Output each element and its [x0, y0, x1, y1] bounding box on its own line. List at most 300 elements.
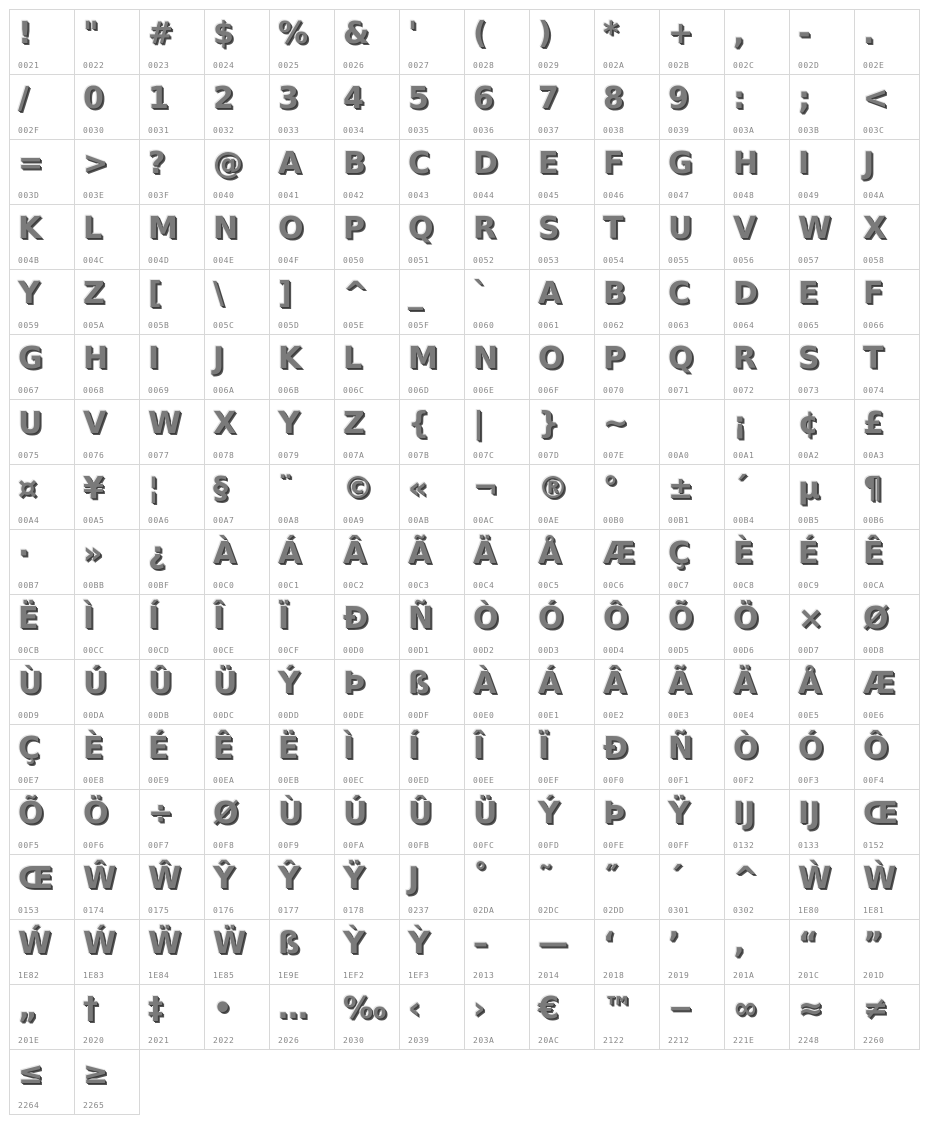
codepoint-label: 2260	[863, 1036, 885, 1045]
codepoint-label: 2019	[668, 971, 690, 980]
codepoint-label: 0029	[538, 61, 560, 70]
glyph-cell	[74, 724, 140, 790]
glyph-sample: K	[18, 211, 42, 246]
glyph-cell	[399, 789, 465, 855]
glyph-cell	[659, 724, 725, 790]
glyph-cell	[464, 9, 530, 75]
glyph-cell	[854, 659, 920, 725]
glyph-sample: À	[213, 536, 237, 571]
codepoint-label: 00D4	[603, 646, 625, 655]
codepoint-label: 00AC	[473, 516, 495, 525]
codepoint-label: 0060	[473, 321, 495, 330]
codepoint-label: 00F9	[278, 841, 300, 850]
glyph-sample: 0	[83, 81, 104, 116]
glyph-sample: ∞	[733, 991, 758, 1026]
codepoint-label: 00C6	[603, 581, 625, 590]
glyph-cell	[74, 204, 140, 270]
codepoint-label: 00E8	[83, 776, 105, 785]
codepoint-label: 005F	[408, 321, 430, 330]
glyph-sample: L	[83, 211, 103, 246]
glyph-sample: ≥	[83, 1056, 109, 1091]
glyph-cell	[724, 9, 790, 75]
glyph-sample: }	[538, 406, 560, 441]
glyph-sample: µ	[798, 471, 821, 506]
codepoint-label: 0077	[148, 451, 170, 460]
codepoint-label: 0032	[213, 126, 235, 135]
glyph-sample: É	[148, 731, 169, 766]
glyph-cell	[399, 464, 465, 530]
glyph-cell	[269, 594, 335, 660]
glyph-cell	[464, 464, 530, 530]
glyph-sample: E	[538, 146, 559, 181]
codepoint-label: 00BB	[83, 581, 105, 590]
glyph-cell	[594, 139, 660, 205]
glyph-cell	[724, 529, 790, 595]
codepoint-label: 00A4	[18, 516, 40, 525]
glyph-sample: Ó	[538, 601, 564, 636]
codepoint-label: 00EB	[278, 776, 300, 785]
glyph-cell	[854, 74, 920, 140]
glyph-sample: Ä	[473, 536, 497, 571]
glyph-sample: @	[213, 146, 243, 181]
glyph-sample: ^	[733, 861, 759, 896]
glyph-cell	[139, 139, 205, 205]
glyph-sample: X	[863, 211, 887, 246]
glyph-sample: É	[798, 536, 819, 571]
glyph-cell	[659, 399, 725, 465]
glyph-sample: G	[668, 146, 693, 181]
codepoint-label: 00BF	[148, 581, 170, 590]
glyph-sample: °	[603, 471, 618, 506]
glyph-cell	[659, 269, 725, 335]
glyph-sample: ‰	[343, 991, 387, 1026]
codepoint-label: 00CC	[83, 646, 105, 655]
glyph-sample: À	[473, 666, 497, 701]
glyph-cell	[464, 984, 530, 1050]
glyph-sample: Ö	[733, 601, 759, 636]
glyph-cell	[334, 139, 400, 205]
glyph-cell	[659, 74, 725, 140]
codepoint-label: 00A7	[213, 516, 235, 525]
glyph-cell	[204, 464, 270, 530]
codepoint-label: 00A2	[798, 451, 820, 460]
glyph-sample: M	[148, 211, 178, 246]
codepoint-label: 00F4	[863, 776, 885, 785]
glyph-sample: Ẃ	[83, 926, 117, 961]
glyph-sample: “	[798, 926, 818, 961]
glyph-cell	[659, 204, 725, 270]
glyph-cell	[659, 594, 725, 660]
glyph-sample: Ŵ	[148, 861, 182, 896]
codepoint-label: 002D	[798, 61, 820, 70]
codepoint-label: 0176	[213, 906, 235, 915]
glyph-sample: A	[538, 276, 562, 311]
glyph-cell	[464, 269, 530, 335]
codepoint-label: 00C1	[278, 581, 300, 590]
codepoint-label: 1E85	[213, 971, 235, 980]
codepoint-label: 1EF2	[343, 971, 365, 980]
glyph-sample: /	[18, 81, 29, 116]
glyph-sample: V	[733, 211, 757, 246]
codepoint-label: 00EF	[538, 776, 560, 785]
glyph-sample: Î	[473, 731, 485, 766]
glyph-sample: A	[278, 146, 302, 181]
codepoint-label: 20AC	[538, 1036, 560, 1045]
glyph-cell	[9, 74, 75, 140]
glyph-sample: Ñ	[668, 731, 694, 766]
glyph-cell	[529, 139, 595, 205]
glyph-cell	[269, 529, 335, 595]
glyph-cell	[399, 529, 465, 595]
codepoint-label: 00C9	[798, 581, 820, 590]
codepoint-label: 006A	[213, 386, 235, 395]
codepoint-label: 00A8	[278, 516, 300, 525]
glyph-sample: Ỳ	[343, 926, 365, 961]
glyph-sample: »	[83, 536, 103, 571]
glyph-cell	[594, 464, 660, 530]
codepoint-label: 002E	[863, 61, 885, 70]
glyph-cell	[594, 594, 660, 660]
glyph-cell	[854, 399, 920, 465]
glyph-sample: C	[408, 146, 431, 181]
glyph-sample: 5	[408, 81, 429, 116]
glyph-cell	[74, 789, 140, 855]
glyph-sample: ß	[408, 666, 430, 701]
glyph-sample: !	[18, 16, 32, 51]
glyph-sample: _	[408, 276, 423, 311]
codepoint-label: 0033	[278, 126, 300, 135]
codepoint-label: 1E82	[18, 971, 40, 980]
glyph-sample: ±	[668, 471, 694, 506]
glyph-sample: \	[213, 276, 224, 311]
glyph-cell	[399, 74, 465, 140]
glyph-sample: Ŷ	[213, 861, 235, 896]
codepoint-label: 00D3	[538, 646, 560, 655]
glyph-cell	[269, 399, 335, 465]
glyph-cell	[74, 399, 140, 465]
glyph-sample: Ö	[83, 796, 109, 831]
glyph-sample: V	[83, 406, 107, 441]
codepoint-label: 005B	[148, 321, 170, 330]
codepoint-label: 00A3	[863, 451, 885, 460]
glyph-sample: Z	[343, 406, 365, 441]
glyph-sample: ©	[343, 471, 373, 506]
glyph-cell	[334, 594, 400, 660]
glyph-sample: Ü	[213, 666, 238, 701]
glyph-sample: IJ	[798, 796, 821, 831]
codepoint-label: 004D	[148, 256, 170, 265]
glyph-cell	[854, 529, 920, 595]
glyph-sample: Ð	[603, 731, 629, 766]
glyph-cell	[269, 9, 335, 75]
glyph-cell	[334, 464, 400, 530]
codepoint-label: 2248	[798, 1036, 820, 1045]
glyph-cell	[9, 1049, 75, 1115]
glyph-sample: |	[473, 406, 484, 441]
glyph-sample: (	[473, 16, 487, 51]
glyph-sample: =	[18, 146, 44, 181]
glyph-cell	[74, 74, 140, 140]
codepoint-label: 00F0	[603, 776, 625, 785]
glyph-cell	[594, 334, 660, 400]
glyph-sample: Ẁ	[798, 861, 832, 896]
codepoint-label: 0037	[538, 126, 560, 135]
codepoint-label: 0022	[83, 61, 105, 70]
codepoint-label: 004B	[18, 256, 40, 265]
glyph-cell	[464, 854, 530, 920]
glyph-sample: Ç	[18, 731, 41, 766]
glyph-sample: Â	[603, 666, 627, 701]
codepoint-label: 003B	[798, 126, 820, 135]
codepoint-label: 0045	[538, 191, 560, 200]
codepoint-label: 00E3	[668, 711, 690, 720]
glyph-sample: Ô	[863, 731, 889, 766]
glyph-cell	[659, 139, 725, 205]
glyph-sample: H	[83, 341, 109, 376]
codepoint-label: 0062	[603, 321, 625, 330]
glyph-cell	[789, 724, 855, 790]
glyph-cell	[789, 659, 855, 725]
glyph-cell	[334, 919, 400, 985]
glyph-cell	[529, 529, 595, 595]
glyph-cell	[659, 464, 725, 530]
glyph-sample: Ì	[343, 731, 355, 766]
codepoint-label: 0065	[798, 321, 820, 330]
glyph-cell	[9, 399, 75, 465]
glyph-cell	[9, 984, 75, 1050]
glyph-cell	[204, 919, 270, 985]
codepoint-label: 00ED	[408, 776, 430, 785]
codepoint-label: 00E1	[538, 711, 560, 720]
glyph-cell	[464, 529, 530, 595]
codepoint-label: 2039	[408, 1036, 430, 1045]
glyph-sample: ®	[538, 471, 568, 506]
glyph-sample: —	[538, 926, 568, 961]
glyph-cell	[74, 984, 140, 1050]
glyph-cell	[269, 334, 335, 400]
glyph-cell	[659, 984, 725, 1050]
glyph-cell	[139, 464, 205, 530]
glyph-cell	[529, 724, 595, 790]
codepoint-label: 0058	[863, 256, 885, 265]
glyph-sample: Æ	[863, 666, 896, 701]
codepoint-label: 00C5	[538, 581, 560, 590]
glyph-sample: Ø	[863, 601, 889, 636]
codepoint-label: 007D	[538, 451, 560, 460]
codepoint-label: 0051	[408, 256, 430, 265]
glyph-sample: 6	[473, 81, 494, 116]
codepoint-label: 00FD	[538, 841, 560, 850]
glyph-cell	[529, 9, 595, 75]
glyph-cell	[594, 9, 660, 75]
codepoint-label: 2026	[278, 1036, 300, 1045]
glyph-sample: Á	[278, 536, 302, 571]
glyph-sample: Ó	[798, 731, 824, 766]
glyph-cell	[139, 984, 205, 1050]
codepoint-label: 0047	[668, 191, 690, 200]
glyph-cell	[594, 789, 660, 855]
glyph-cell	[789, 204, 855, 270]
glyph-cell	[854, 594, 920, 660]
glyph-sample: Ê	[213, 731, 234, 766]
codepoint-label: 0067	[18, 386, 40, 395]
glyph-cell	[269, 789, 335, 855]
glyph-sample: .	[863, 16, 875, 51]
glyph-cell	[854, 919, 920, 985]
glyph-sample: <	[863, 81, 889, 116]
glyph-cell	[529, 464, 595, 530]
codepoint-label: 0237	[408, 906, 430, 915]
codepoint-label: 0133	[798, 841, 820, 850]
glyph-sample: Û	[408, 796, 433, 831]
glyph-cell	[9, 789, 75, 855]
glyph-sample: Ø	[213, 796, 239, 831]
glyph-cell	[724, 139, 790, 205]
codepoint-label: 0034	[343, 126, 365, 135]
glyph-cell	[724, 789, 790, 855]
glyph-cell	[334, 854, 400, 920]
glyph-sample: %	[278, 16, 309, 51]
glyph-cell	[334, 529, 400, 595]
glyph-cell	[9, 854, 75, 920]
glyph-cell	[464, 594, 530, 660]
glyph-sample: IJ	[733, 796, 756, 831]
glyph-cell	[9, 529, 75, 595]
glyph-cell	[594, 724, 660, 790]
codepoint-label: 0046	[603, 191, 625, 200]
glyph-sample: Œ	[863, 796, 899, 831]
codepoint-label: 0132	[733, 841, 755, 850]
codepoint-label: 00AE	[538, 516, 560, 525]
glyph-cell	[854, 204, 920, 270]
glyph-sample: ‹	[408, 991, 421, 1026]
codepoint-label: 00B0	[603, 516, 625, 525]
codepoint-label: 00B5	[798, 516, 820, 525]
codepoint-label: 006D	[408, 386, 430, 395]
codepoint-label: 00E0	[473, 711, 495, 720]
glyph-sample: Á	[538, 666, 562, 701]
glyph-sample: ˜	[538, 861, 553, 896]
glyph-cell	[594, 984, 660, 1050]
codepoint-label: 005A	[83, 321, 105, 330]
glyph-cell	[204, 789, 270, 855]
glyph-sample: ,	[733, 16, 745, 51]
glyph-cell	[74, 9, 140, 75]
glyph-cell	[334, 724, 400, 790]
glyph-cell	[464, 334, 530, 400]
glyph-sample: ≈	[798, 991, 824, 1026]
glyph-sample: 1	[148, 81, 169, 116]
codepoint-label: 0061	[538, 321, 560, 330]
glyph-cell	[9, 139, 75, 205]
codepoint-label: 006E	[473, 386, 495, 395]
codepoint-label: 0302	[733, 906, 755, 915]
codepoint-label: 0031	[148, 126, 170, 135]
glyph-cell	[529, 594, 595, 660]
glyph-cell	[724, 269, 790, 335]
glyph-sample: ß	[278, 926, 300, 961]
glyph-sample: T	[603, 211, 624, 246]
codepoint-label: 006B	[278, 386, 300, 395]
glyph-sample: …	[278, 991, 308, 1026]
glyph-cell	[74, 854, 140, 920]
codepoint-label: 0030	[83, 126, 105, 135]
glyph-sample: E	[798, 276, 819, 311]
glyph-sample: J	[408, 861, 420, 896]
glyph-sample: *	[603, 16, 619, 51]
glyph-sample: `	[473, 276, 488, 311]
glyph-cell	[74, 659, 140, 725]
glyph-cell	[529, 334, 595, 400]
codepoint-label: 00FB	[408, 841, 430, 850]
glyph-sample: 7	[538, 81, 559, 116]
glyph-cell	[74, 334, 140, 400]
codepoint-label: 0023	[148, 61, 170, 70]
glyph-sample: U	[18, 406, 43, 441]
glyph-sample: I	[798, 146, 810, 181]
glyph-cell	[139, 204, 205, 270]
codepoint-label: 00E5	[798, 711, 820, 720]
glyph-sample: +	[668, 16, 694, 51]
glyph-cell	[139, 9, 205, 75]
codepoint-label: 0178	[343, 906, 365, 915]
codepoint-label: 0064	[733, 321, 755, 330]
codepoint-label: 0072	[733, 386, 755, 395]
codepoint-label: 0052	[473, 256, 495, 265]
codepoint-label: 0039	[668, 126, 690, 135]
codepoint-label: 0066	[863, 321, 885, 330]
codepoint-label: 00D6	[733, 646, 755, 655]
glyph-sample: Ẅ	[148, 926, 182, 961]
glyph-sample: Ñ	[408, 601, 434, 636]
codepoint-label: 2212	[668, 1036, 690, 1045]
glyph-sample: B	[343, 146, 366, 181]
codepoint-label: 0036	[473, 126, 495, 135]
glyph-cell	[269, 854, 335, 920]
codepoint-label: 0043	[408, 191, 430, 200]
codepoint-label: 2030	[343, 1036, 365, 1045]
glyph-sample: Å	[538, 536, 562, 571]
glyph-cell	[204, 204, 270, 270]
glyph-cell	[139, 789, 205, 855]
codepoint-label: 0301	[668, 906, 690, 915]
codepoint-label: 00DF	[408, 711, 430, 720]
codepoint-label: 007C	[473, 451, 495, 460]
glyph-cell	[139, 919, 205, 985]
codepoint-label: 005E	[343, 321, 365, 330]
glyph-cell	[789, 334, 855, 400]
glyph-cell	[334, 269, 400, 335]
codepoint-label: 0040	[213, 191, 235, 200]
codepoint-label: 007E	[603, 451, 625, 460]
codepoint-label: 2122	[603, 1036, 625, 1045]
codepoint-label: 0021	[18, 61, 40, 70]
glyph-cell	[269, 269, 335, 335]
codepoint-label: 0075	[18, 451, 40, 460]
glyph-cell	[334, 204, 400, 270]
codepoint-label: 2021	[148, 1036, 170, 1045]
codepoint-label: 201D	[863, 971, 885, 980]
glyph-sample: Ỳ	[408, 926, 430, 961]
codepoint-label: 003F	[148, 191, 170, 200]
codepoint-label: 00DB	[148, 711, 170, 720]
glyph-sample: ·	[18, 536, 30, 571]
glyph-cell	[399, 9, 465, 75]
glyph-cell	[789, 269, 855, 335]
glyph-cell	[594, 269, 660, 335]
glyph-cell	[399, 204, 465, 270]
codepoint-label: 0053	[538, 256, 560, 265]
